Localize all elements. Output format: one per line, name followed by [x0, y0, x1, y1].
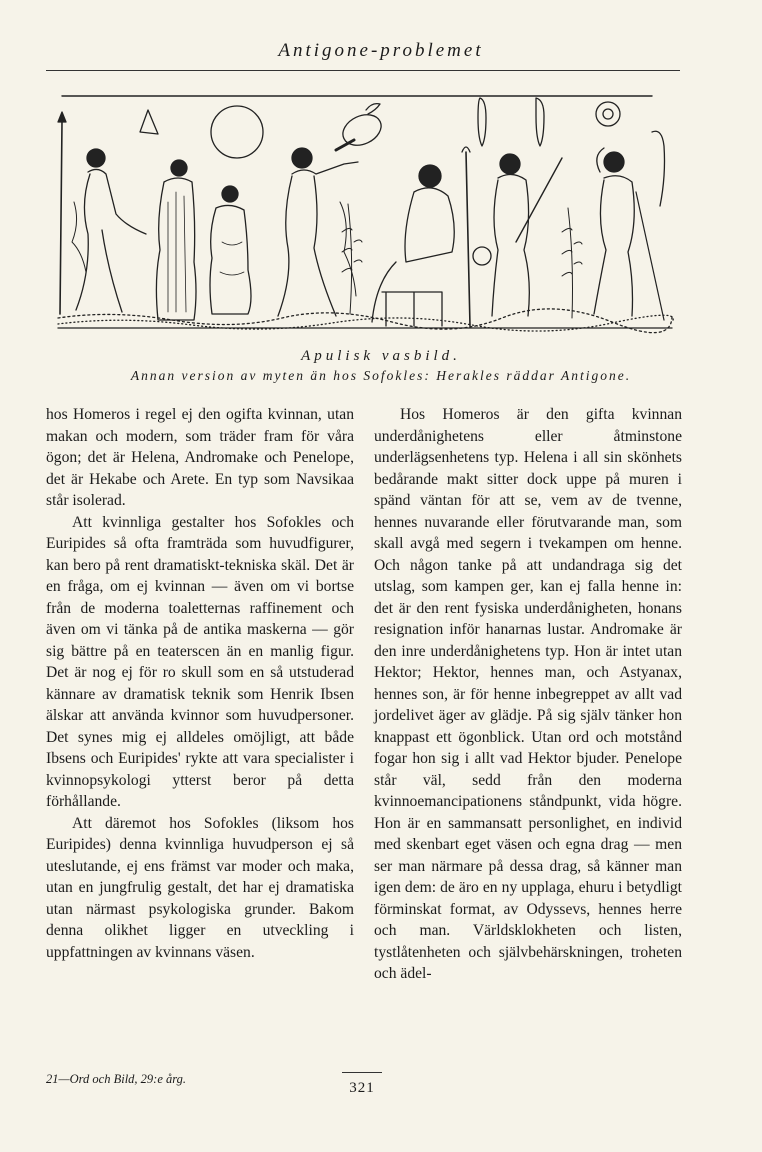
page-number: 321: [349, 1080, 375, 1096]
figure-caption-subtitle: Annan version av myten än hos Sofokles: Herakles räddar Antigone.: [130, 368, 632, 383]
source-line: 21—Ord och Bild, 29:e årg.: [46, 1072, 187, 1086]
header-rule: [46, 70, 680, 71]
figure-caption-title: Apulisk vasbild.: [301, 348, 461, 364]
vase-illustration: [52, 92, 678, 336]
page-number-rule: [342, 1072, 382, 1073]
paragraph: hos Homeros i regel ej den ogifta kvinnan, utan makan och modern, som träder fram för våra ögon; det är Helena, Andromake och Penelope, det är Hekabe och Arete. En typ som Navsikaa står isolerad.: [46, 406, 354, 509]
paragraph: Att däremot hos Sofokles (liksom hos Euripides) denna kvinnliga huvudperson ej så uteslutande, ej ens främst var moder och maka, utan en jungfrulig gestalt, det har ej dramatiska utan närmast psykologiska grunder. Bakom denna olikhet ligger en utveckling i uppfattningen av kvinnans väsen.: [46, 814, 354, 961]
left-text-column: [46, 404, 354, 963]
paragraph: Att kvinnliga gestalter hos Sofokles och Euripides så ofta framträda som huvudfigurer, kan bero på rent dramatiskt-tekniska skäl. Det är en fråga, om ej kvinnan — även om vi bortse från de moderna toaletternas raffinement och även om vi tänka på de antika maskerna — gör sig bättre på en teaterscen än en manlig figur. Det är nog ej för ro skull som en så utstuderad kännare av dramatisk teknik som Henrik Ibsen älskar att använda kvinnor som huvudpersoner. Det synes mig ej alldeles omöjligt, att både Ibsens och Euripides' rykte att vara specialister i kvinnopsykologi ytterst beror på detta förhållande.: [46, 513, 354, 810]
running-head: Antigone-problemet: [278, 40, 484, 61]
right-text-column: [374, 404, 682, 985]
paragraph: Hos Homeros är den gifta kvinnan underdånighetens eller åtminstone underlägsenhetens typ. Helena i all sin skönhets bedårande makt sitter dock uppe på muren i spänd väntan för att se, vem av de tvenne, hennes nuvarande eller förutvarande man, som skall avgå med segern i tvekampen om henne. Och någon tanke på att undandraga sig det utslag, som kampen ger, kan ej falla henne in: det är den rent fysiska underdånigheten, honans resignation inför hanarnas lustar. Andromake är den inre underdånighetens typ. Hon är intet utan Hektor; Hektor, hennes man, och Astyanax, hennes son, är för henne inbegreppet av allt vad jordelivet äger av glädje. På sig själv tänker hon knappast ett ögonblick. Utan ord och motstånd fogar hon sig i allt vad Hektor bjuder. Penelope står väl, sedd från den moderna kvinnoemancipationens ståndpunkt, vida högre. Hon är en sammansatt personlighet, en individ med skenbart eget väsen och egna drag — men ser man närmare på dessa drag, så känner man igen dem: de äro en ny upplaga, ehuru i betydligt förminskat format, av Odyssevs, hennes herre och man. Världsklokheten och listen, tystlåtenheten och självbehärskningen, troheten och ädel-: [374, 406, 682, 982]
